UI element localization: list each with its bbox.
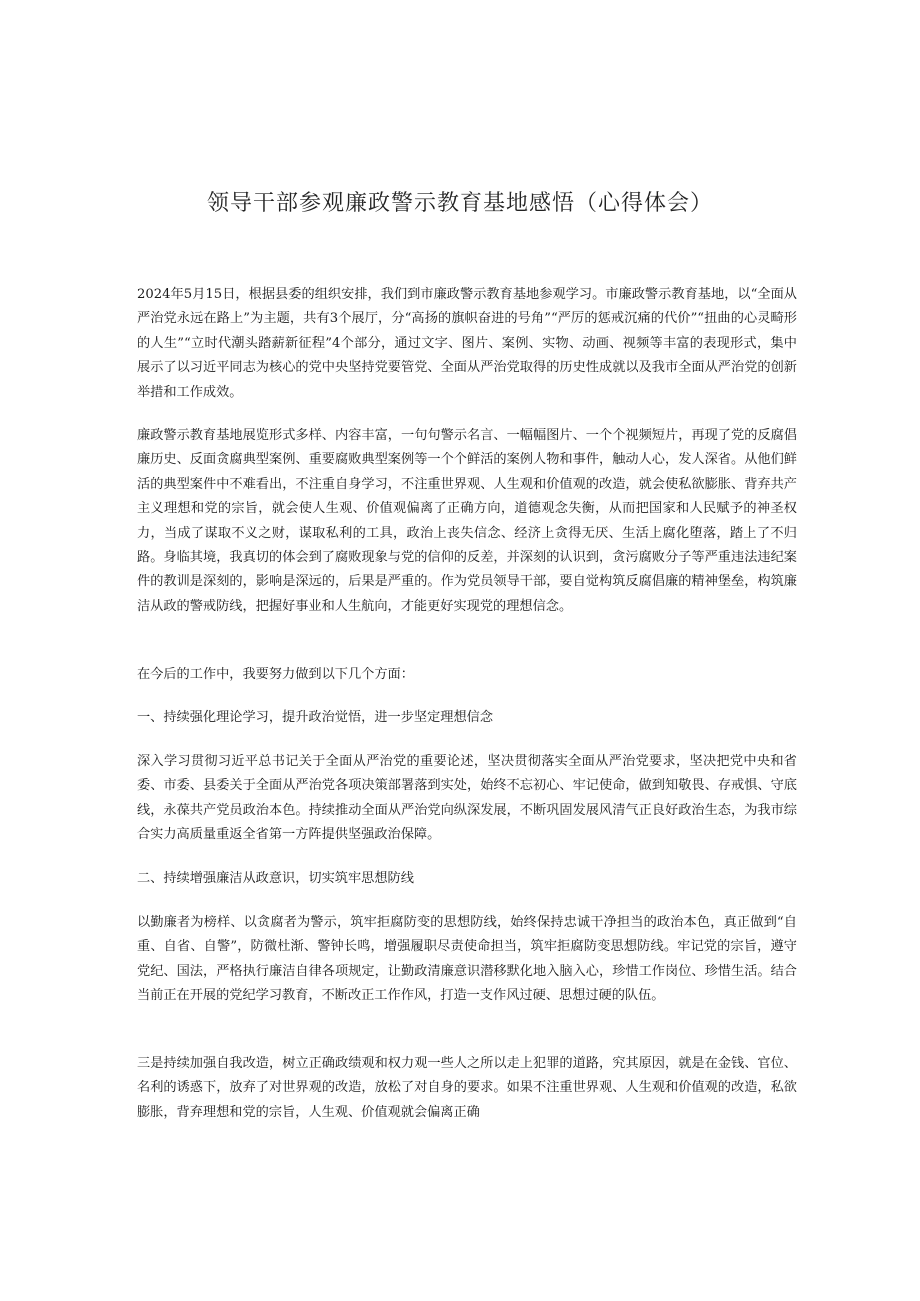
- section-heading-1: 一、持续强化理论学习，提升政治觉悟，进一步坚定理想信念: [137, 710, 494, 725]
- document-title: 领导干部参观廉政警示教育基地感悟（心得体会）: [206, 191, 713, 216]
- paragraph-plan-intro: 在今后的工作中，我要努力做到以下几个方面：: [137, 667, 414, 682]
- paragraph-reflection: 廉政警示教育基地展览形式多样、内容丰富，一句句警示名言、一幅幅图片、一个个视频短片，再现了党的反腐倡廉历史、反面贪腐典型案例、重要腐败典型案例等一个个鲜活的案例人物和事件，触动人心，发人深省。从他们鲜活的典型案件中不难看出，不注重自身学习，不注重世界观、人生观和价值观的改造，就会使私欲膨胀、背弃共产主义理想和党的宗旨，就会使人生观、价值观偏离了正确方向，道德观念失衡，从而把国家和人民赋予的神圣权力，当成了谋取不义之财，谋取私利的工具，政治上丧失信念、经济上贪得无厌、生活上腐化堕落，踏上了不归路。身临其境，我真切的体会到了腐败现象与党的信仰的反差，并深刻的认识到，贪污腐败分子等严重违法违纪案件的教训是深刻的，影响是深远的，后果是严重的。作为党员领导干部，要自觉构筑反腐倡廉的精神堡垒，构筑廉洁从政的警戒防线，把握好事业和人生航向，才能更好实现党的理想信念。: [137, 428, 797, 614]
- paragraph-intro: 2024年5月15日，根据县委的组织安排，我们到市廉政警示教育基地参观学习。市廉政警示教育基地，以“全面从严治党永远在路上”为主题，共有3个展厅，分“高扬的旗帜奋进的号角”“严厉的惩戒沉痛的代价”“扭曲的心灵畸形的人生”“立时代潮头踏薪新征程”4个部分，通过文字、图片、案例、实物、动画、视频等丰富的表现形式，集中展示了以习近平同志为核心的党中央坚持党要管党、全面从严治党取得的历史性成就以及我市全面从严治党的创新举措和工作成效。: [137, 287, 797, 400]
- document-body: [137, 283, 797, 1145]
- paragraph-section-3: 三是持续加强自我改造，树立正确政绩观和权力观一些人之所以走上犯罪的道路，究其原因，就是在金钱、官位、名利的诱惑下，放弃了对世界观的改造，放松了对自身的要求。如果不注重世界观、人生观和价值观的改造，私欲膨胀，背弃理想和党的宗旨，人生观、价值观就会偏离正确: [137, 1056, 797, 1120]
- section-heading-2: 二、持续增强廉洁从政意识，切实筑牢思想防线: [137, 871, 414, 886]
- paragraph-section-2: 以勤廉者为榜样、以贪腐者为警示，筑牢拒腐防变的思想防线，始终保持忠诚干净担当的政治本色，真正做到“自重、自省、自警”，防微杜渐、警钟长鸣，增强履职尽责使命担当，筑牢拒腐防变思想防线。牢记党的宗旨，遵守党纪、国法，严格执行廉洁自律各项规定，让勤政清廉意识潜移默化地入脑入心，珍惜工作岗位、珍惜生活。结合当前正在开展的党纪学习教育，不断改正工作作风，打造一支作风过硬、思想过硬的队伍。: [137, 915, 797, 1004]
- paragraph-section-1: 深入学习贯彻习近平总书记关于全面从严治党的重要论述，坚决贯彻落实全面从严治党要求，坚决把党中央和省委、市委、县委关于全面从严治党各项决策部署落到实处，始终不忘初心、牢记使命，做到知敬畏、存戒惧、守底线，永葆共产党员政治本色。持续推动全面从严治党向纵深发展，不断巩固发展风清气正良好政治生态，为我市综合实力高质量重返全省第一方阵提供坚强政治保障。: [137, 754, 797, 843]
